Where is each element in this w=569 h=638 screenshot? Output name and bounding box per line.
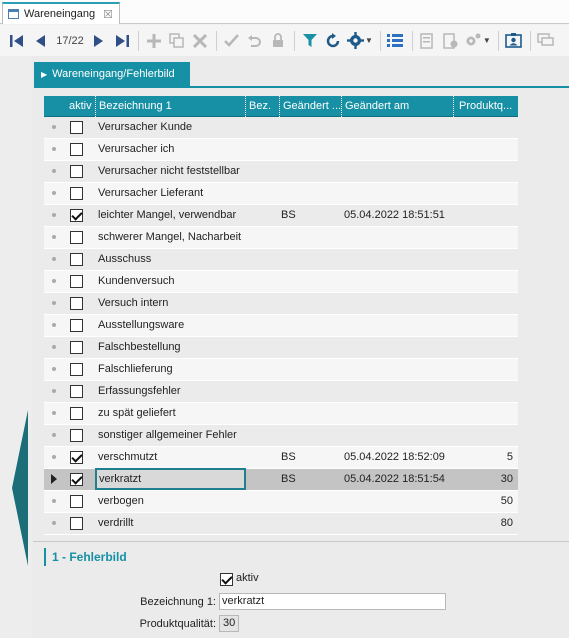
last-record-icon[interactable]: [111, 30, 132, 52]
aktiv-cell: [70, 249, 86, 270]
geaendert-am-cell[interactable]: [344, 293, 456, 314]
table-row[interactable]: [44, 447, 518, 469]
undo-icon[interactable]: [244, 30, 265, 52]
chevron-right-icon: ▶: [41, 69, 48, 79]
bezeichnung-cell[interactable]: Ausschuss: [98, 253, 152, 265]
table-row[interactable]: [44, 425, 518, 447]
toolbar: [0, 25, 569, 56]
geaendert-von-cell[interactable]: [281, 315, 341, 336]
produktqualitaet-cell[interactable]: 50: [500, 495, 513, 507]
geaendert-von-cell[interactable]: [281, 293, 341, 314]
produktqualitaet-cell[interactable]: [456, 315, 515, 336]
geaendert-von-cell[interactable]: BS: [281, 473, 296, 485]
dot-icon: [52, 125, 56, 129]
bezeichnung-field[interactable]: verkratzt: [219, 593, 446, 610]
dot-icon: [52, 521, 56, 525]
row-indicator[interactable]: [44, 513, 64, 534]
produktqualitaet-label: Produktqualität:: [139, 618, 216, 630]
geaendert-am-cell[interactable]: [344, 139, 456, 160]
aktiv-checkbox[interactable]: [70, 517, 83, 530]
geaendert-von-cell[interactable]: [281, 271, 341, 292]
dot-icon: [52, 411, 56, 415]
refresh-icon[interactable]: [322, 30, 343, 52]
aktiv-checkbox[interactable]: [70, 121, 83, 134]
table-row[interactable]: [44, 403, 518, 425]
table-row[interactable]: [44, 249, 518, 271]
geaendert-am-cell[interactable]: [344, 117, 456, 138]
geaendert-von-cell[interactable]: [281, 403, 341, 424]
bezeichnung-cell[interactable]: Verursacher Kunde: [98, 121, 193, 133]
previous-record-icon[interactable]: [29, 30, 50, 52]
produktqualitaet-cell[interactable]: [456, 425, 515, 446]
dot-icon: [52, 191, 56, 195]
produktqualitaet-cell[interactable]: 5: [506, 451, 513, 463]
dot-icon: [52, 323, 56, 327]
dot-icon: [52, 301, 56, 305]
bezeichnung-cell[interactable]: Verursacher Lieferant: [98, 187, 204, 199]
row-indicator[interactable]: [44, 117, 64, 138]
aktiv-checkbox[interactable]: [70, 209, 83, 222]
row-indicator[interactable]: [44, 205, 64, 226]
dot-icon: [52, 147, 56, 151]
geaendert-von-cell[interactable]: [281, 491, 341, 512]
produktqualitaet-cell[interactable]: [456, 139, 515, 160]
aktiv-checkbox[interactable]: [70, 341, 83, 354]
geaendert-am-cell[interactable]: [344, 161, 456, 182]
aktiv-checkbox[interactable]: [70, 165, 83, 178]
geaendert-am-cell[interactable]: [344, 381, 456, 402]
settings-gear-icon[interactable]: [345, 30, 366, 52]
aktiv-checkbox[interactable]: [70, 407, 83, 420]
dot-icon: [52, 367, 56, 371]
aktiv-cell: [70, 425, 86, 446]
geaendert-am-cell[interactable]: [344, 337, 456, 358]
row-indicator[interactable]: [44, 271, 64, 292]
geaendert-am-cell[interactable]: [344, 425, 456, 446]
grid-header: [44, 96, 518, 117]
table-row[interactable]: [44, 293, 518, 315]
aktiv-checkbox[interactable]: [70, 253, 83, 266]
bezeichnung-cell[interactable]: verdrillt: [98, 517, 134, 529]
produktqualitaet-cell[interactable]: [456, 337, 515, 358]
tools-icon[interactable]: [463, 30, 484, 52]
table-row[interactable]: [44, 469, 518, 491]
next-record-icon[interactable]: [88, 30, 109, 52]
geaendert-am-cell[interactable]: 05.04.2022 18:52:09: [344, 451, 445, 463]
aktiv-cell: [70, 513, 86, 534]
produktqualitaet-cell[interactable]: [456, 227, 515, 248]
collapse-panel-arrow-icon[interactable]: [12, 410, 28, 566]
aktiv-checkbox[interactable]: [70, 473, 83, 486]
close-tab-icon[interactable]: ☒: [103, 8, 113, 21]
bezeichnung-cell[interactable]: Falschlieferung: [98, 363, 173, 375]
bezeichnung-cell[interactable]: Ausstellungsware: [98, 319, 185, 331]
bezeichnung-cell[interactable]: leichter Mangel, verwendbar: [98, 209, 237, 221]
lock-icon[interactable]: [267, 30, 288, 52]
dot-icon: [52, 213, 56, 217]
geaendert-am-cell[interactable]: [344, 315, 456, 336]
geaendert-von-cell[interactable]: [281, 359, 341, 380]
grid-body: [44, 117, 518, 535]
dot-icon: [52, 169, 56, 173]
detail-section-title: 1 - Fehlerbild: [44, 548, 127, 566]
window-icon: [8, 9, 19, 19]
aktiv-cell: [70, 337, 86, 358]
dot-icon: [52, 455, 56, 459]
add-icon[interactable]: [143, 30, 164, 52]
column-header-aktiv[interactable]: aktiv: [66, 96, 96, 117]
aktiv-cell: [70, 491, 86, 512]
first-record-icon[interactable]: [6, 30, 27, 52]
table-row[interactable]: [44, 359, 518, 381]
geaendert-von-cell[interactable]: [281, 513, 341, 534]
aktiv-cell: [70, 381, 86, 402]
aktiv-cell: [70, 205, 86, 226]
aktiv-checkbox[interactable]: [70, 231, 83, 244]
bezeichnung-cell[interactable]: zu spät geliefert: [98, 407, 176, 419]
comments-icon[interactable]: [535, 30, 556, 52]
geaendert-von-cell[interactable]: BS: [281, 209, 296, 221]
table-row[interactable]: [44, 315, 518, 337]
column-header-bez[interactable]: Bez.: [246, 96, 280, 117]
record-counter: 17/22: [56, 34, 84, 47]
row-indicator[interactable]: [44, 381, 64, 402]
document-icon[interactable]: [417, 30, 438, 52]
dot-icon: [52, 257, 56, 261]
toolbar-separator: [294, 31, 295, 51]
aktiv-checkbox[interactable]: [70, 143, 83, 156]
row-indicator[interactable]: [44, 403, 64, 424]
row-indicator[interactable]: [44, 161, 64, 182]
table-row[interactable]: [44, 139, 518, 161]
table-row[interactable]: [44, 161, 518, 183]
contact-card-icon[interactable]: [503, 30, 524, 52]
copy-icon[interactable]: [166, 30, 187, 52]
chevron-down-icon[interactable]: ▼: [482, 36, 491, 45]
bezeichnung-cell[interactable]: Verursacher ich: [98, 143, 175, 155]
geaendert-am-cell[interactable]: 05.04.2022 18:51:54: [344, 473, 445, 485]
tab-title: Wareneingang: [24, 8, 96, 20]
aktiv-cell: [70, 139, 86, 160]
aktiv-checkbox[interactable]: [70, 297, 83, 310]
geaendert-von-cell[interactable]: [281, 381, 341, 402]
geaendert-am-cell[interactable]: [344, 513, 456, 534]
aktiv-checkbox[interactable]: [70, 275, 83, 288]
row-indicator[interactable]: [44, 359, 64, 380]
bezeichnung-cell[interactable]: verkratzt: [95, 468, 246, 490]
bezeichnung-cell[interactable]: verschmutzt: [98, 451, 158, 463]
aktiv-checkbox[interactable]: [70, 429, 83, 442]
row-indicator[interactable]: [44, 337, 64, 358]
bezeichnung-cell[interactable]: schwerer Mangel, Nacharbeit: [98, 231, 242, 243]
row-indicator[interactable]: [44, 315, 64, 336]
bezeichnung-cell[interactable]: Kundenversuch: [98, 275, 175, 287]
aktiv-cell: [70, 293, 86, 314]
toolbar-separator: [216, 31, 217, 51]
row-indicator[interactable]: [44, 139, 64, 160]
geaendert-am-cell[interactable]: [344, 249, 456, 270]
column-header-geaendert-von[interactable]: Geändert ...: [280, 96, 342, 117]
table-row[interactable]: [44, 381, 518, 403]
document-settings-icon[interactable]: [440, 30, 461, 52]
dot-icon: [52, 499, 56, 503]
produktqualitaet-cell[interactable]: [456, 271, 515, 292]
aktiv-cell: [70, 271, 86, 292]
bezeichnung-cell[interactable]: Versuch intern: [98, 297, 169, 309]
aktiv-cell: [70, 183, 86, 204]
tab-wareneingang-fehlerbild[interactable]: [34, 62, 190, 86]
dot-icon: [52, 345, 56, 349]
tab-wareneingang[interactable]: [2, 2, 120, 24]
geaendert-am-cell[interactable]: [344, 403, 456, 424]
table-row[interactable]: [44, 183, 518, 205]
produktqualitaet-cell[interactable]: [456, 403, 515, 424]
detail-divider: [33, 541, 569, 542]
aktiv-cell: [70, 403, 86, 424]
aktiv-checkbox[interactable]: [70, 495, 83, 508]
document-tab-strip: [0, 0, 569, 24]
produktqualitaet-cell[interactable]: [456, 293, 515, 314]
geaendert-von-cell[interactable]: [281, 139, 341, 160]
bezeichnung-cell[interactable]: verbogen: [98, 495, 144, 507]
geaendert-am-cell[interactable]: 05.04.2022 18:51:51: [344, 209, 445, 221]
toolbar-separator: [380, 31, 381, 51]
geaendert-von-cell[interactable]: [281, 183, 341, 204]
toolbar-separator: [412, 31, 413, 51]
chevron-down-icon[interactable]: ▼: [365, 36, 373, 45]
produktqualitaet-cell[interactable]: 30: [500, 473, 513, 485]
dot-icon: [52, 279, 56, 283]
header-indicator: [44, 96, 64, 117]
aktiv-checkbox[interactable]: [70, 385, 83, 398]
filter-icon[interactable]: [299, 30, 320, 52]
geaendert-am-cell[interactable]: [344, 491, 456, 512]
produktqualitaet-cell[interactable]: 80: [500, 517, 513, 529]
produktqualitaet-cell[interactable]: [456, 205, 515, 226]
bezeichnung-cell[interactable]: Falschbestellung: [98, 341, 181, 353]
produktqualitaet-field[interactable]: 30: [219, 615, 239, 632]
geaendert-von-cell[interactable]: [281, 161, 341, 182]
row-indicator[interactable]: [44, 227, 64, 248]
produktqualitaet-cell[interactable]: [456, 161, 515, 182]
geaendert-von-cell[interactable]: [281, 249, 341, 270]
aktiv-cell: [70, 117, 86, 138]
geaendert-am-cell[interactable]: [344, 227, 456, 248]
row-indicator[interactable]: [44, 425, 64, 446]
geaendert-am-cell[interactable]: [344, 271, 456, 292]
bezeichnung-label: Bezeichnung 1:: [140, 596, 216, 608]
row-indicator[interactable]: [44, 447, 64, 468]
aktiv-cell: [70, 359, 86, 380]
geaendert-am-cell[interactable]: [344, 183, 456, 204]
aktiv-checkbox[interactable]: [70, 187, 83, 200]
table-row[interactable]: [44, 491, 518, 513]
confirm-icon[interactable]: [221, 30, 242, 52]
column-header-geaendert-am[interactable]: Geändert am: [342, 96, 454, 117]
produktqualitaet-cell[interactable]: [456, 183, 515, 204]
aktiv-cell: [70, 447, 86, 468]
column-header-bezeichnung[interactable]: Bezeichnung 1: [96, 96, 246, 117]
aktiv-checkbox[interactable]: [70, 363, 83, 376]
dot-icon: [52, 433, 56, 437]
table-row[interactable]: [44, 271, 518, 293]
list-icon[interactable]: [385, 30, 406, 52]
aktiv-cell: [70, 315, 86, 336]
column-header-produktqualitaet[interactable]: Produktq...: [459, 100, 513, 112]
section-tab-label: Wareneingang/Fehlerbild: [52, 68, 175, 80]
aktiv-cell: [70, 227, 86, 248]
table-row[interactable]: [44, 513, 518, 535]
row-indicator[interactable]: [44, 293, 64, 314]
table-row[interactable]: [44, 227, 518, 249]
table-row[interactable]: [44, 337, 518, 359]
row-indicator[interactable]: [44, 183, 64, 204]
aktiv-checkbox-label: aktiv: [236, 572, 259, 584]
bezeichnung-cell[interactable]: Erfassungsfehler: [98, 385, 181, 397]
aktiv-checkbox[interactable]: [70, 451, 83, 464]
geaendert-von-cell[interactable]: [281, 227, 341, 248]
row-indicator[interactable]: [44, 249, 64, 270]
arrow-right-icon: [51, 474, 57, 484]
aktiv-checkbox[interactable]: [220, 573, 233, 586]
fehlerbild-grid: [44, 96, 518, 535]
aktiv-cell: [70, 469, 86, 490]
delete-icon[interactable]: [189, 30, 210, 52]
produktqualitaet-cell[interactable]: [456, 117, 515, 138]
geaendert-von-cell[interactable]: BS: [281, 451, 296, 463]
aktiv-cell: [70, 161, 86, 182]
produktqualitaet-cell[interactable]: [456, 381, 515, 402]
geaendert-von-cell[interactable]: [281, 425, 341, 446]
section-underline: [34, 86, 569, 88]
bezeichnung-cell[interactable]: sonstiger allgemeiner Fehler: [98, 429, 237, 441]
table-row[interactable]: [44, 117, 518, 139]
produktqualitaet-cell[interactable]: [456, 249, 515, 270]
current-row-indicator-icon[interactable]: [44, 469, 64, 490]
bezeichnung-cell[interactable]: Verursacher nicht feststellbar: [98, 165, 240, 177]
dot-icon: [52, 235, 56, 239]
row-indicator[interactable]: [44, 491, 64, 512]
geaendert-von-cell[interactable]: [281, 117, 341, 138]
toolbar-separator: [498, 31, 499, 51]
toolbar-separator: [138, 31, 139, 51]
geaendert-von-cell[interactable]: [281, 337, 341, 358]
dot-icon: [52, 389, 56, 393]
toolbar-separator: [530, 31, 531, 51]
produktqualitaet-cell[interactable]: [456, 359, 515, 380]
table-row[interactable]: [44, 205, 518, 227]
aktiv-checkbox[interactable]: [70, 319, 83, 332]
geaendert-am-cell[interactable]: [344, 359, 456, 380]
